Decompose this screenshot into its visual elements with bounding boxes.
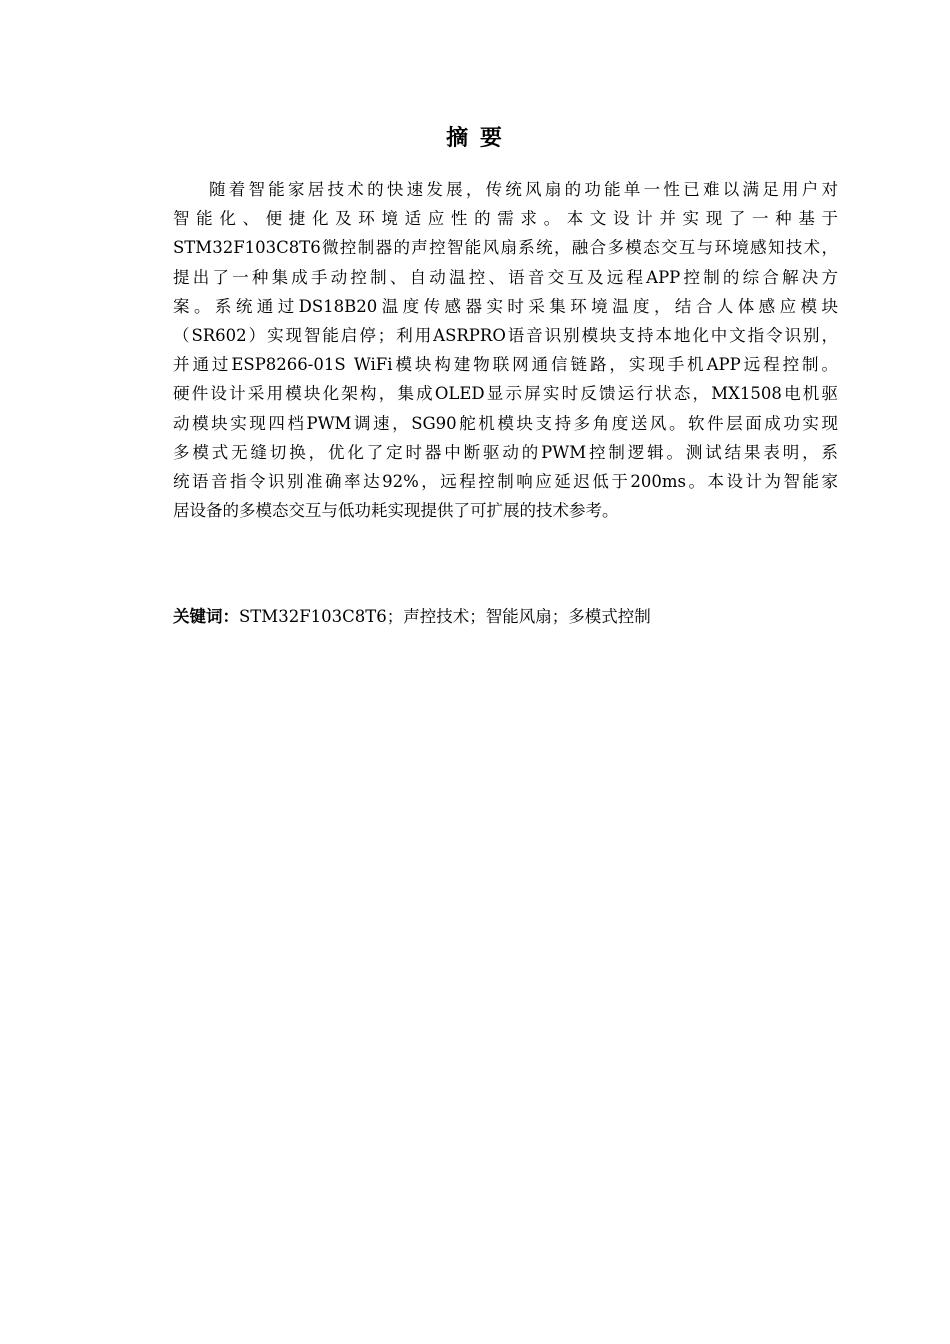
- abstract-line: 居设备的多模态交互与低功耗实现提供了可扩展的技术参考。: [173, 501, 619, 521]
- abstract-line: STM32F103C8T6微控制器的声控智能风扇系统，融合多模态交互与环境感知技术，: [173, 238, 838, 258]
- abstract-line: 随着智能家居技术的快速发展，传统风扇的功能单一性已难以满足用户对: [209, 180, 838, 199]
- abstract-line: 智能化、便捷化及环境适应性的需求。本文设计并实现了一种基于: [173, 209, 838, 229]
- abstract-line: 动模块实现四档PWM调速，SG90舵机模块支持多角度送风。软件层面成功实现: [173, 413, 838, 433]
- keywords-text: STM32F103C8T6；声控技术；智能风扇；多模式控制: [239, 607, 651, 626]
- abstract-line: 并通过ESP8266-01S WiFi模块构建物联网通信链路，实现手机APP远程控制。: [173, 355, 838, 375]
- abstract-line: 硬件设计采用模块化架构，集成OLED显示屏实时反馈运行状态，MX1508电机驱: [173, 384, 838, 404]
- abstract-body: [173, 175, 838, 525]
- keywords: [173, 603, 838, 631]
- abstract-line: 多模式无缝切换，优化了定时器中断驱动的PWM控制逻辑。测试结果表明，系: [173, 442, 838, 462]
- page-title: 摘 要: [446, 126, 504, 151]
- abstract-line: （SR602）实现智能启停；利用ASRPRO语音识别模块支持本地化中文指令识别，: [173, 325, 838, 345]
- abstract-line: 统语音指令识别准确率达92%，远程控制响应延迟低于200ms。本设计为智能家: [173, 471, 838, 491]
- abstract-line: 提出了一种集成手动控制、自动温控、语音交互及远程APP控制的综合解决方: [173, 267, 838, 287]
- keywords-label: 关键词：: [173, 607, 239, 626]
- abstract-line: 案。系统通过DS18B20温度传感器实时采集环境温度，结合人体感应模块: [173, 296, 838, 316]
